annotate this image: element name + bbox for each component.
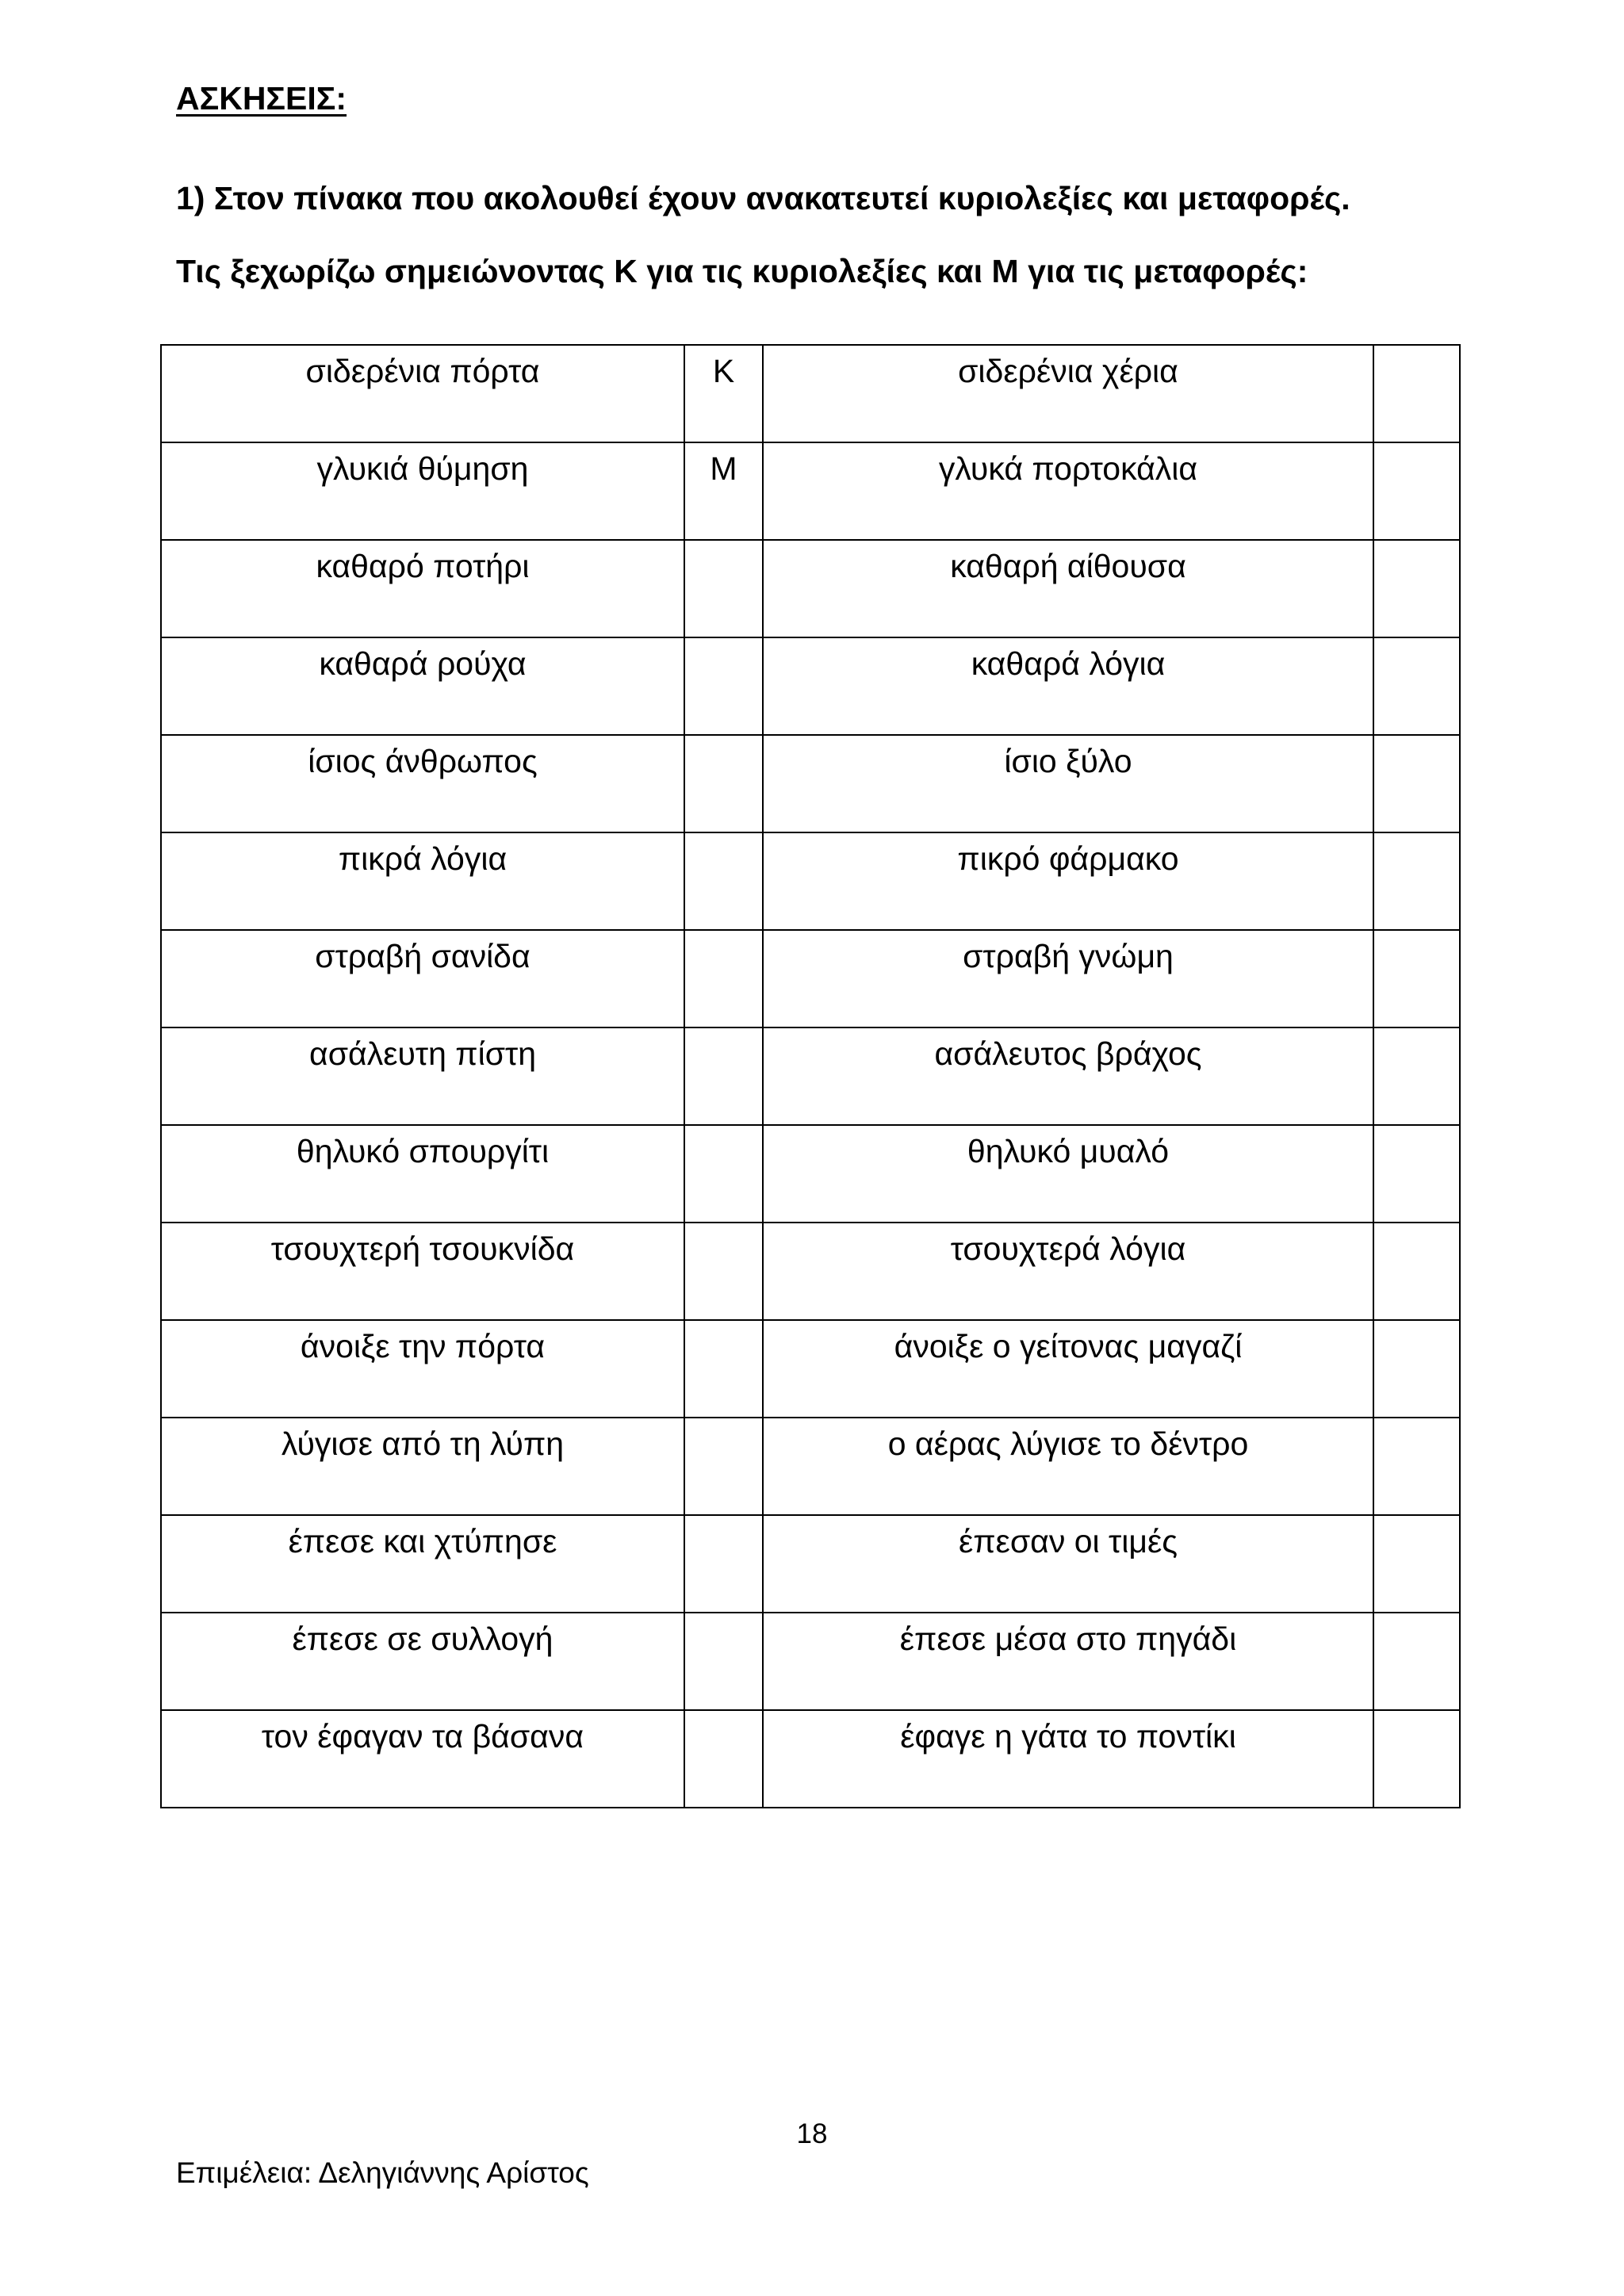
left-answer-cell-text bbox=[685, 1126, 762, 1135]
right-answer-cell-text bbox=[1374, 833, 1459, 843]
left-answer-cell-text bbox=[685, 1418, 762, 1428]
right-phrase-cell bbox=[763, 540, 1373, 637]
left-phrase-cell bbox=[161, 1223, 684, 1320]
left-phrase-cell bbox=[161, 930, 684, 1027]
right-answer-cell[interactable] bbox=[1373, 1320, 1460, 1418]
left-answer-cell[interactable] bbox=[684, 637, 763, 735]
right-answer-cell-text bbox=[1374, 1418, 1459, 1428]
left-answer-cell[interactable] bbox=[684, 1223, 763, 1320]
right-answer-cell-text bbox=[1374, 638, 1459, 648]
right-answer-cell-text bbox=[1374, 346, 1459, 355]
right-phrase-cell bbox=[763, 1613, 1373, 1710]
left-answer-cell[interactable] bbox=[684, 1515, 763, 1613]
left-phrase-cell bbox=[161, 442, 684, 540]
right-answer-cell[interactable] bbox=[1373, 1223, 1460, 1320]
left-answer-cell[interactable] bbox=[684, 832, 763, 930]
right-answer-cell-text bbox=[1374, 1028, 1459, 1038]
right-answer-cell-text bbox=[1374, 541, 1459, 550]
right-answer-cell[interactable] bbox=[1373, 442, 1460, 540]
left-phrase-cell bbox=[161, 1515, 684, 1613]
table-row bbox=[161, 930, 1460, 1027]
left-phrase-cell-text: λύγισε από τη λύπη bbox=[281, 1425, 565, 1462]
left-answer-cell[interactable] bbox=[684, 540, 763, 637]
right-phrase-cell-text: γλυκά πορτοκάλια bbox=[938, 450, 1198, 487]
left-phrase-cell bbox=[161, 637, 684, 735]
right-answer-cell[interactable] bbox=[1373, 930, 1460, 1027]
right-phrase-cell-text: έφαγε η γάτα το ποντίκι bbox=[900, 1718, 1236, 1755]
right-phrase-cell-text: ασάλευτος βράχος bbox=[934, 1035, 1202, 1072]
table-row bbox=[161, 1125, 1460, 1223]
right-answer-cell[interactable] bbox=[1373, 637, 1460, 735]
left-phrase-cell bbox=[161, 1320, 684, 1418]
right-phrase-cell bbox=[763, 1027, 1373, 1125]
table-row bbox=[161, 637, 1460, 735]
left-phrase-cell-text: έπεσε και χτύπησε bbox=[288, 1523, 557, 1559]
right-phrase-cell bbox=[763, 1418, 1373, 1515]
right-phrase-cell bbox=[763, 930, 1373, 1027]
right-answer-cell-text bbox=[1374, 1711, 1459, 1720]
instruction-line-1: 1) Στον πίνακα που ακολουθεί έχουν ανακατευτεί κυριολεξίες και μεταφορές. bbox=[176, 180, 1350, 216]
right-phrase-cell-text: σιδερένια χέρια bbox=[958, 353, 1178, 389]
right-phrase-cell bbox=[763, 442, 1373, 540]
right-phrase-cell-text: τσουχτερά λόγια bbox=[950, 1230, 1186, 1267]
left-phrase-cell-text: ασάλευτη πίστη bbox=[309, 1035, 536, 1072]
instruction-line-2: Τις ξεχωρίζω σημειώνοντας Κ για τις κυριολεξίες και Μ για τις μεταφορές: bbox=[176, 253, 1308, 289]
exercises-heading: ΑΣΚΗΣΕΙΣ: bbox=[176, 80, 347, 117]
table-row bbox=[161, 442, 1460, 540]
left-phrase-cell bbox=[161, 1027, 684, 1125]
right-answer-cell-text bbox=[1374, 1516, 1459, 1525]
left-phrase-cell-text: σιδερένια πόρτα bbox=[305, 353, 540, 389]
left-answer-cell[interactable] bbox=[684, 1418, 763, 1515]
left-answer-cell[interactable] bbox=[684, 735, 763, 832]
table-row bbox=[161, 345, 1460, 442]
left-phrase-cell-text: πικρά λόγια bbox=[338, 840, 508, 877]
left-answer-cell-text bbox=[685, 1321, 762, 1330]
right-phrase-cell bbox=[763, 1710, 1373, 1808]
exercise-table bbox=[160, 344, 1461, 1808]
left-phrase-cell bbox=[161, 1125, 684, 1223]
left-phrase-cell-text: θηλυκό σπουργίτι bbox=[296, 1133, 550, 1169]
right-phrase-cell-text: ίσιο ξύλο bbox=[1004, 743, 1132, 779]
right-phrase-cell-text: καθαρά λόγια bbox=[971, 645, 1166, 682]
left-answer-cell-text: Κ bbox=[712, 353, 735, 389]
left-answer-cell[interactable] bbox=[684, 1125, 763, 1223]
left-phrase-cell bbox=[161, 1710, 684, 1808]
left-answer-cell[interactable] bbox=[684, 442, 763, 540]
left-phrase-cell-text: καθαρά ρούχα bbox=[319, 645, 527, 682]
right-answer-cell[interactable] bbox=[1373, 1418, 1460, 1515]
right-phrase-cell bbox=[763, 1515, 1373, 1613]
left-phrase-cell bbox=[161, 735, 684, 832]
left-answer-cell-text bbox=[685, 541, 762, 550]
right-answer-cell[interactable] bbox=[1373, 735, 1460, 832]
table-row bbox=[161, 735, 1460, 832]
right-phrase-cell bbox=[763, 1320, 1373, 1418]
left-phrase-cell-text: ίσιος άνθρωπος bbox=[308, 743, 538, 779]
left-phrase-cell bbox=[161, 832, 684, 930]
right-answer-cell-text bbox=[1374, 1126, 1459, 1135]
left-phrase-cell-text: στραβή σανίδα bbox=[315, 938, 530, 974]
left-phrase-cell-text: έπεσε σε συλλογή bbox=[292, 1621, 553, 1657]
right-answer-cell-text bbox=[1374, 1321, 1459, 1330]
right-phrase-cell-text: στραβή γνώμη bbox=[963, 938, 1174, 974]
right-phrase-cell-text: έπεσαν οι τιμές bbox=[958, 1523, 1178, 1559]
right-answer-cell[interactable] bbox=[1373, 1710, 1460, 1808]
left-answer-cell[interactable] bbox=[684, 1027, 763, 1125]
left-phrase-cell bbox=[161, 540, 684, 637]
left-answer-cell[interactable] bbox=[684, 930, 763, 1027]
left-answer-cell[interactable] bbox=[684, 1710, 763, 1808]
left-answer-cell-text bbox=[685, 931, 762, 940]
page-number: 18 bbox=[796, 2118, 828, 2149]
table-row bbox=[161, 540, 1460, 637]
table-row bbox=[161, 1320, 1460, 1418]
left-phrase-cell bbox=[161, 345, 684, 442]
left-phrase-cell bbox=[161, 1418, 684, 1515]
left-answer-cell[interactable] bbox=[684, 345, 763, 442]
table-row bbox=[161, 1223, 1460, 1320]
footer-credit: Επιμέλεια: Δεληγιάννης Αρίστος bbox=[176, 2156, 589, 2189]
left-phrase-cell-text: γλυκιά θύμηση bbox=[316, 450, 529, 487]
left-phrase-cell-text: άνοιξε την πόρτα bbox=[300, 1328, 546, 1364]
right-phrase-cell bbox=[763, 1223, 1373, 1320]
right-phrase-cell bbox=[763, 637, 1373, 735]
right-answer-cell-text bbox=[1374, 1613, 1459, 1623]
left-answer-cell-text bbox=[685, 1613, 762, 1623]
table-row bbox=[161, 832, 1460, 930]
right-answer-cell-text bbox=[1374, 443, 1459, 453]
left-answer-cell-text bbox=[685, 1516, 762, 1525]
left-answer-cell-text bbox=[685, 638, 762, 648]
table-row bbox=[161, 1418, 1460, 1515]
right-phrase-cell bbox=[763, 345, 1373, 442]
right-answer-cell-text bbox=[1374, 736, 1459, 745]
left-phrase-cell-text: καθαρό ποτήρι bbox=[316, 548, 530, 584]
left-phrase-cell-text: τσουχτερή τσουκνίδα bbox=[270, 1230, 575, 1267]
right-answer-cell[interactable] bbox=[1373, 832, 1460, 930]
right-phrase-cell-text: έπεσε μέσα στο πηγάδι bbox=[899, 1621, 1237, 1657]
left-answer-cell-text bbox=[685, 833, 762, 843]
left-answer-cell[interactable] bbox=[684, 1320, 763, 1418]
right-answer-cell-text bbox=[1374, 1223, 1459, 1233]
table-row bbox=[161, 1027, 1460, 1125]
right-answer-cell-text bbox=[1374, 931, 1459, 940]
left-answer-cell-text bbox=[685, 1028, 762, 1038]
left-answer-cell-text bbox=[685, 1223, 762, 1233]
right-phrase-cell bbox=[763, 735, 1373, 832]
right-phrase-cell-text: καθαρή αίθουσα bbox=[950, 548, 1186, 584]
right-phrase-cell-text: θηλυκό μυαλό bbox=[967, 1133, 1170, 1169]
left-answer-cell-text: Μ bbox=[710, 450, 737, 487]
left-answer-cell-text bbox=[685, 1711, 762, 1720]
left-answer-cell[interactable] bbox=[684, 1613, 763, 1710]
left-phrase-cell bbox=[161, 1613, 684, 1710]
right-answer-cell[interactable] bbox=[1373, 345, 1460, 442]
table-row bbox=[161, 1613, 1460, 1710]
right-phrase-cell bbox=[763, 1125, 1373, 1223]
right-phrase-cell-text: άνοιξε ο γείτονας μαγαζί bbox=[894, 1328, 1243, 1364]
right-phrase-cell-text: πικρό φάρμακο bbox=[957, 840, 1179, 877]
exercise-table-body bbox=[161, 345, 1460, 1808]
right-phrase-cell bbox=[763, 832, 1373, 930]
table-row bbox=[161, 1515, 1460, 1613]
right-answer-cell[interactable] bbox=[1373, 1515, 1460, 1613]
right-answer-cell[interactable] bbox=[1373, 540, 1460, 637]
left-answer-cell-text bbox=[685, 736, 762, 745]
table-row bbox=[161, 1710, 1460, 1808]
right-phrase-cell-text: ο αέρας λύγισε το δέντρο bbox=[887, 1425, 1249, 1462]
right-answer-cell[interactable] bbox=[1373, 1613, 1460, 1710]
right-answer-cell[interactable] bbox=[1373, 1125, 1460, 1223]
right-answer-cell[interactable] bbox=[1373, 1027, 1460, 1125]
left-phrase-cell-text: τον έφαγαν τα βάσανα bbox=[261, 1718, 584, 1755]
